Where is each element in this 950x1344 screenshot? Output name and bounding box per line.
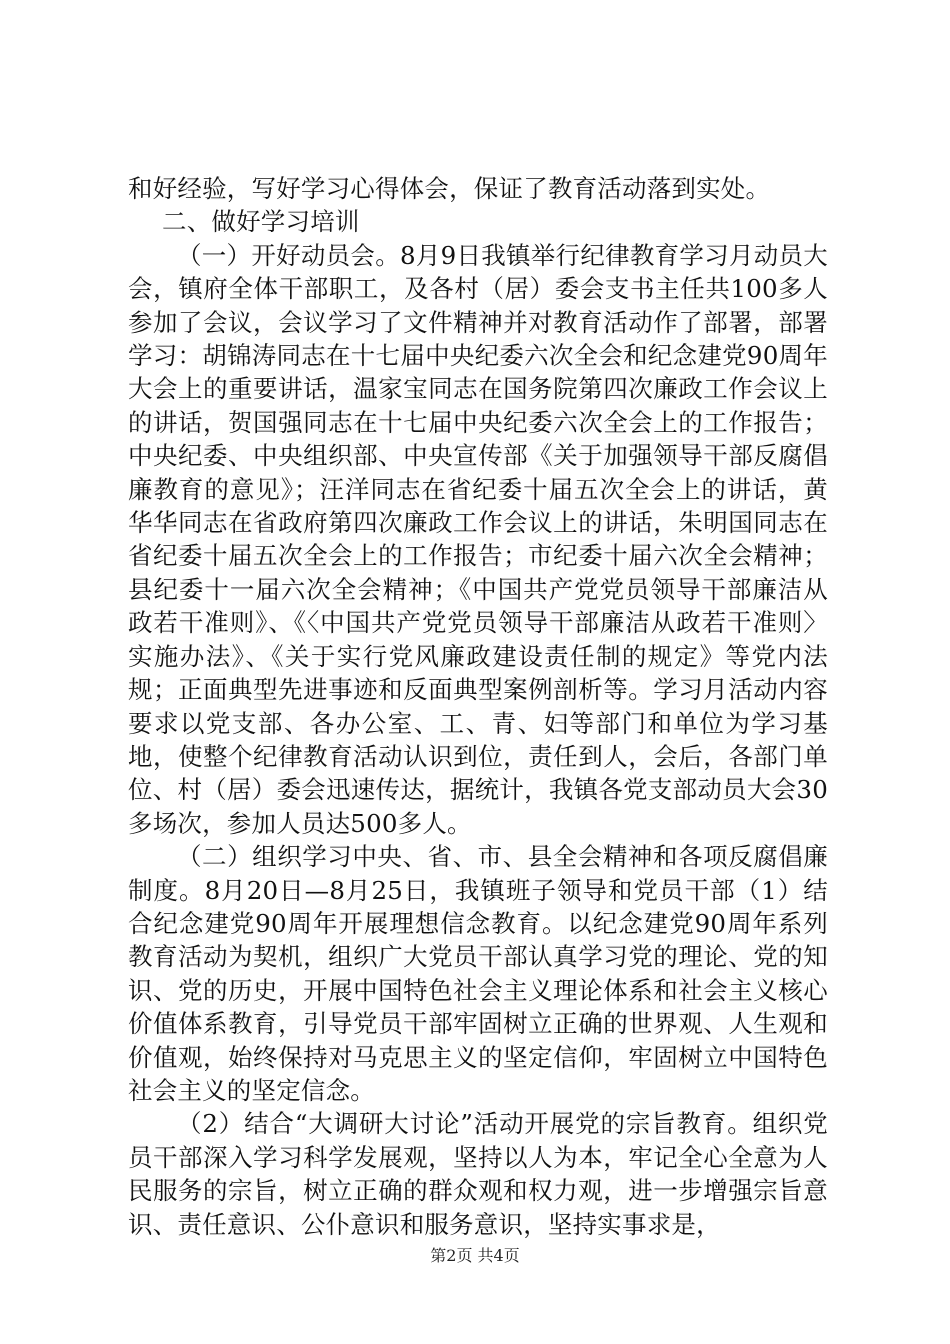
document-body <box>128 172 828 1241</box>
paragraph-study-plenary: （二）组织学习中央、省、市、县全会精神和各项反腐倡廉制度。8月20日—8月25日，我镇班子领导和党员干部（1）结合纪念建党90周年开展理想信念教育。以纪念建党90周年系列教育活动为契机，组织广大党员干部认真学习党的理论、党的知识、党的历史，开展中国特色社会主义理论体系和社会主义核心价值体系教育，引导党员干部牢固树立正确的世界观、人生观和价值观，始终保持对马克思主义的坚定信仰，牢固树立中国特色社会主义的坚定信念。 <box>128 842 828 1105</box>
paragraph-continuation: 和好经验，写好学习心得体会，保证了教育活动落到实处。 <box>128 174 771 203</box>
paragraph-purpose-education: （2）结合“大调研大讨论”活动开展党的宗旨教育。组织党员干部深入学习科学发展观，坚持以人为本，牢记全心全意为人民服务的宗旨，树立正确的群众观和权力观，进一步增强宗旨意识、责任意识、公仆意识和服务意识，坚持实事求是， <box>128 1109 828 1239</box>
page-footer: 第2页 共4页 <box>430 1246 520 1265</box>
paragraph-mobilization-meeting: （一）开好动员会。8月9日我镇举行纪律教育学习月动员大会，镇府全体干部职工，及各村（居）委会支书主任共100多人参加了会议，会议学习了文件精神并对教育活动作了部署，部署学习：胡锦涛同志在十七届中央纪委六次全会和纪念建党90周年大会上的重要讲话，温家宝同志在国务院第四次廉政工作会议上的讲话，贺国强同志在十七届中央纪委六次全会上的工作报告；中央纪委、中央组织部、中央宣传部《关于加强领导干部反腐倡廉教育的意见》；汪洋同志在省纪委十届五次全会上的讲话，黄华华同志在省政府第四次廉政工作会议上的讲话，朱明国同志在省纪委十届五次全会上的工作报告；市纪委十届六次全会精神；县纪委十一届六次全会精神；《中国共产党党员领导干部廉洁从政若干准则》、《〈中国共产党党员领导干部廉洁从政若干准则〉实施办法》、《关于实行党风廉政建设责任制的规定》等党内法规；正面典型先进事迹和反面典型案例剖析等。学习月活动内容要求以党支部、各办公室、工、青、妇等部门和单位为学习基地，使整个纪律教育活动认识到位，责任到人，会后，各部门单位、村（居）委会迅速传达，据统计，我镇各党支部动员大会30多场次，参加人员达500多人。 <box>128 240 828 838</box>
section-heading: 二、做好学习培训 <box>162 207 360 237</box>
